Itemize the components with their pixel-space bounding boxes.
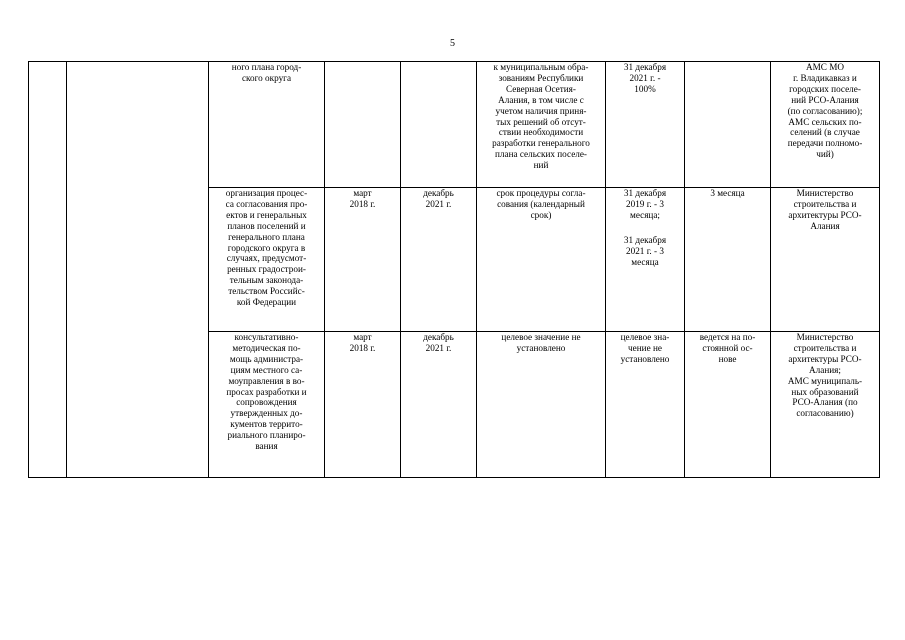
target-value-current-text: 3 месяца: [710, 188, 745, 198]
page-number: 5: [450, 38, 455, 49]
indicator-cell: [477, 332, 606, 478]
target-value-cell: [606, 188, 685, 332]
event-text: ного плана город- ского округа: [231, 62, 302, 83]
executor-text: Министерство строительства и архитектуры РСО- Алания; АМС муниципаль- ных образований РСО-Алания (по согласованию): [787, 332, 863, 419]
start-date-text: март 2018 г.: [349, 188, 376, 209]
number-cell: [29, 62, 67, 478]
event-text: консультативно- методическая по- мощь администра- циям местного са- моуправления в во- просах разработки и сопровождения утвержденных до- кументов террито- риального планиро- вания: [226, 332, 307, 452]
indicator-text: срок процедуры согла- сования (календарный срок): [496, 188, 586, 220]
executor-cell: [771, 188, 880, 332]
target-value-text: 31 декабря 2019 г. - 3 месяца;: [623, 188, 667, 220]
task-cell: [67, 62, 209, 478]
indicator-cell: [477, 62, 606, 188]
end-date-cell: [401, 188, 477, 332]
target-value-current-text: ведется на по- стоянной ос- нове: [699, 332, 756, 364]
end-date-cell: [401, 62, 477, 188]
executor-text: Министерство строительства и архитектуры РСО- Алания: [788, 188, 862, 231]
start-date-text: март 2018 г.: [349, 332, 376, 353]
indicator-text: к муниципальным обра- зованиям Республики Северная Осетия- Алания, в том числе с учетом наличия приня- тых решений об отсут- ствии необходимости разработки генерального плана сельских поселе- ний: [492, 62, 590, 171]
target-value-text: 31 декабря 2021 г. - 3 месяца: [623, 234, 667, 267]
indicator-cell: [477, 188, 606, 332]
executor-cell: [771, 62, 880, 188]
event-text: организация процес- са согласования про- ектов и генеральных планов поселений и генерального плана городского округа в случаях, предусмот- ренных градострои- тельным законода- тельством Российс- кой Федерации: [225, 188, 308, 308]
event-cell: [209, 188, 325, 332]
end-date-text: декабрь 2021 г.: [423, 332, 454, 353]
start-date-cell: [325, 332, 401, 478]
indicator-text: целевое значение не установлено: [501, 332, 581, 353]
target-value-text: целевое зна- чение не установлено: [620, 332, 670, 364]
table-row: [29, 62, 880, 188]
target-value-cell: [606, 332, 685, 478]
executor-text: АМС МО г. Владикавказ и городских поселе- ний РСО-Алания (по согласованию); АМС сельских по- селений (в случае передачи полномо- чий): [787, 62, 863, 160]
target-value-cell: [606, 62, 685, 188]
target-value-current-cell: [685, 62, 771, 188]
end-date-text: декабрь 2021 г.: [423, 188, 454, 209]
event-cell: [209, 62, 325, 188]
end-date-cell: [401, 332, 477, 478]
plan-table: [28, 61, 880, 478]
start-date-cell: [325, 62, 401, 188]
start-date-cell: [325, 188, 401, 332]
target-value-current-cell: [685, 332, 771, 478]
event-cell: [209, 332, 325, 478]
target-value-current-cell: [685, 188, 771, 332]
target-value-text: 31 декабря 2021 г. - 100%: [623, 62, 667, 94]
executor-cell: [771, 332, 880, 478]
